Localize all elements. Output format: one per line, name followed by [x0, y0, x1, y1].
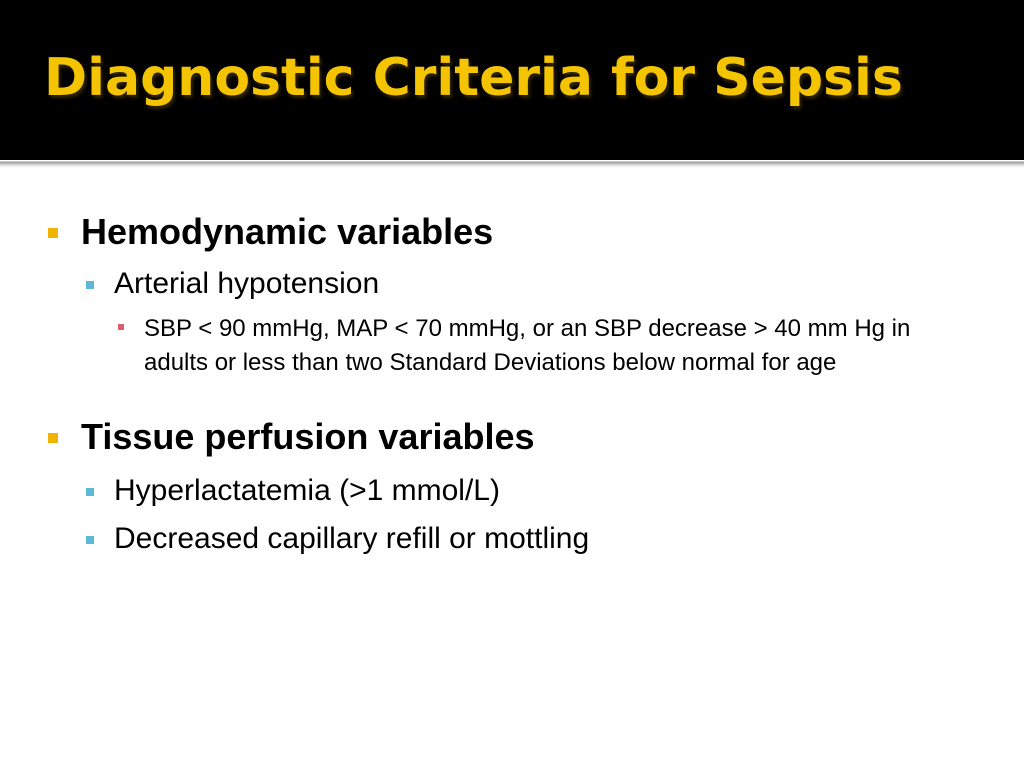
square-bullet-icon	[48, 433, 58, 443]
item-label: Arterial hypotension	[114, 267, 380, 300]
section-heading: Hemodynamic variables	[81, 211, 494, 252]
item-label: Decreased capillary refill or mottling	[114, 522, 590, 555]
section-heading: Tissue perfusion variables	[81, 416, 535, 457]
square-bullet-icon	[86, 536, 94, 544]
item-label: Hyperlactatemia (>1 mmol/L)	[114, 474, 500, 507]
square-bullet-icon	[118, 324, 124, 330]
square-bullet-icon	[86, 281, 94, 289]
subitem-text: SBP < 90 mmHg, MAP < 70 mmHg, or an SBP decrease > 40 mm Hg in adults or less than two Standard Deviations below normal for age	[144, 315, 911, 376]
square-bullet-icon	[48, 228, 58, 238]
square-bullet-icon	[86, 488, 94, 496]
slide-title: Diagnostic Criteria for Sepsis	[44, 48, 903, 108]
